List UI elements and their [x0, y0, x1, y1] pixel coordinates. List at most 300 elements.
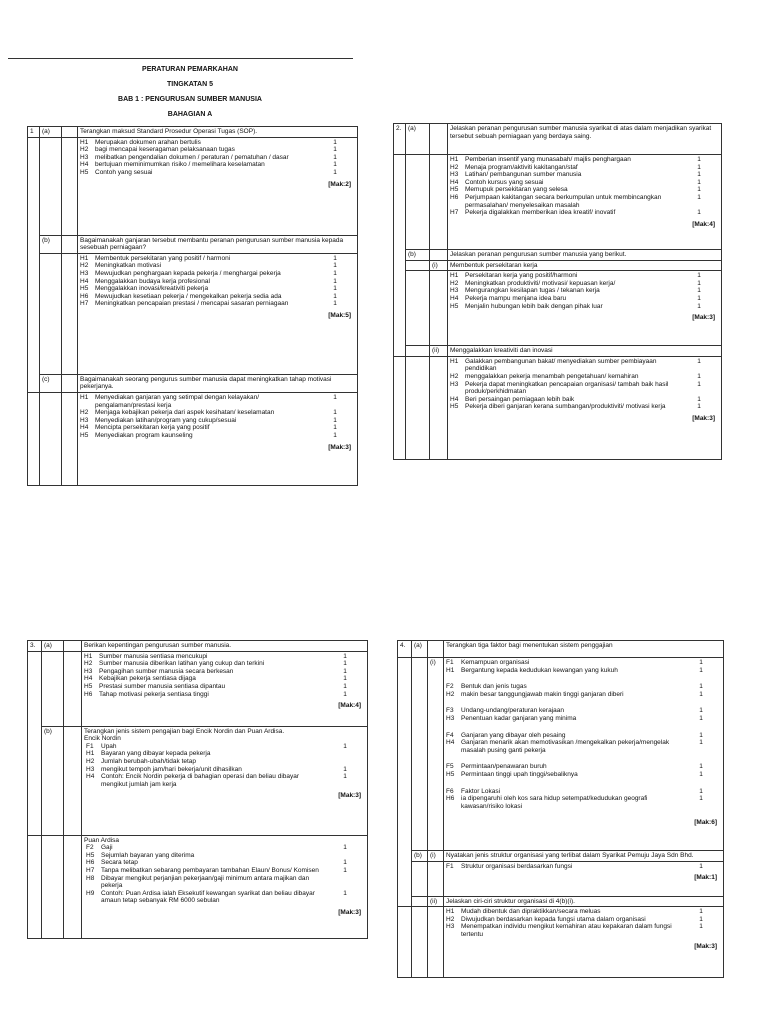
factor-group	[446, 731, 721, 755]
part-label: (a)	[40, 127, 62, 138]
answer-item	[80, 262, 355, 270]
question-text: Jelaskan ciri-ciri struktur organisasi di 4(b)(i).	[444, 896, 724, 907]
item-mark: 1	[699, 787, 703, 795]
max-marks: [Mak:6]	[694, 819, 717, 827]
item-code: H1	[446, 666, 455, 674]
item-mark: 1	[699, 683, 703, 691]
item-mark: 1	[333, 416, 337, 424]
question-text: Membentuk persekitaran kerja	[448, 260, 722, 271]
item-mark: 1	[343, 682, 347, 690]
answer-item	[450, 193, 719, 209]
item-mark: 1	[697, 279, 701, 287]
item-code: H1	[446, 908, 455, 916]
answer-item	[446, 795, 721, 810]
answer-item	[80, 416, 355, 425]
item-text: Menyediakan ganjaran yang setimpal dengan kelayakan/ pengalaman/prestasi kerja	[95, 393, 260, 409]
answer-block	[448, 271, 722, 346]
item-text: Penentuan kadar ganjaran yang minima	[461, 714, 577, 722]
item-text: Bayaran yang dibayar kepada pekerja	[101, 750, 211, 758]
item-code: H5	[80, 431, 89, 439]
item-mark: 1	[697, 395, 701, 403]
candidate-name: Puan Ardisa	[84, 836, 120, 844]
item-code: H1	[450, 156, 459, 163]
item-text: Gaji	[101, 844, 113, 852]
part-label: (b)	[406, 250, 430, 261]
answer-item	[80, 300, 355, 308]
item-text: Merupakan dokumen arahan bertulis	[95, 138, 201, 146]
answer-item	[80, 146, 355, 154]
answer-item	[450, 357, 719, 373]
item-mark: 1	[699, 707, 703, 715]
answer-item	[450, 294, 719, 303]
item-mark: 1	[697, 163, 701, 171]
item-mark: 1	[697, 186, 701, 194]
answer-item	[80, 424, 355, 432]
answer-item	[84, 660, 365, 668]
item-code: H3	[446, 923, 455, 931]
answer-item	[86, 765, 365, 774]
answer-item	[80, 269, 355, 278]
answer-item	[450, 156, 719, 164]
item-text: Mencipta persekitaran kerja yang positif	[95, 424, 210, 432]
answer-item	[450, 209, 719, 217]
item-text: Menyediakan latihan/program yang cukup/sesuai	[95, 416, 237, 424]
answer-item	[86, 866, 365, 875]
item-code: H5	[80, 168, 89, 176]
item-mark: 1	[333, 161, 337, 169]
answer-item	[86, 773, 365, 788]
question-text: Bagaimanakah ganjaran tersebut membantu peranan pengurusan sumber manusia kepada sesebuah perniagaan?	[78, 235, 358, 253]
item-text: Prestasi sumber manusia sentiasa dipantau	[99, 682, 226, 690]
item-text: melibatkan pengendalian dokumen / peraturan / pematuhan / dasar	[95, 153, 289, 161]
item-code: H4	[80, 424, 89, 432]
item-mark: 1	[699, 714, 703, 722]
item-mark: 1	[333, 277, 337, 285]
item-text: Ganjaran menarik akan memotivasikan /mengekalkan pekerja/mengelak masalah pusing ganti pekerja	[461, 739, 670, 754]
item-code: H5	[446, 770, 455, 778]
max-marks: [Mak:3]	[692, 314, 715, 322]
item-mark: 1	[333, 254, 337, 262]
factor-group	[446, 787, 721, 811]
part-label: (b)	[40, 235, 62, 253]
answer-block	[78, 137, 358, 235]
item-text: Mewujudkan kesetiaan pekerja / mengekalkan pekerja sedia ada	[95, 292, 282, 300]
item-text: Membentuk persekitaran yang positif / harmoni	[95, 254, 231, 262]
item-mark: 1	[343, 667, 347, 675]
answer-item	[86, 851, 365, 860]
item-mark: 1	[343, 652, 347, 660]
max-marks: [Mak:1]	[694, 874, 717, 882]
item-mark: 1	[697, 178, 701, 186]
answer-item	[450, 287, 719, 295]
form-level: TINGKATAN 5	[166, 81, 214, 88]
item-text: mengikut tempoh jam/hari bekerja/unit dihasilkan	[101, 765, 242, 773]
item-text: Kebajikan pekerja sentiasa dijaga	[99, 675, 196, 683]
answer-item	[84, 675, 365, 683]
item-code: H4	[450, 294, 459, 302]
factor-group	[446, 707, 721, 722]
answer-item	[450, 163, 719, 172]
item-mark: 1	[699, 739, 703, 747]
item-mark: 1	[699, 923, 703, 931]
item-text: Menggalakkan inovasi/kreativiti pekerja	[95, 285, 209, 293]
answer-item	[446, 763, 721, 771]
item-code: H5	[450, 403, 459, 411]
item-text: Persekitaran kerja yang positif/harmoni	[465, 272, 578, 280]
answer-block	[444, 907, 724, 978]
item-text: makin besar tanggungjawab makin tinggi ganjaran diberi	[461, 690, 624, 698]
sub-part-label: (i)	[428, 658, 444, 851]
item-mark	[325, 758, 365, 766]
item-code: H1	[450, 357, 459, 365]
item-text: Sejumlah bayaran yang diterima	[101, 851, 195, 859]
answer-item	[450, 178, 719, 187]
item-mark: 1	[699, 666, 703, 674]
item-text: Tahap motivasi pekerja sentiasa tinggi	[99, 690, 209, 698]
item-text: Pekerja mampu menjana idea baru	[465, 294, 567, 302]
item-code: F4	[446, 731, 454, 739]
item-code: H4	[84, 675, 93, 683]
item-code: H6	[84, 690, 93, 698]
item-code: H2	[446, 915, 455, 923]
item-code: F1	[86, 742, 94, 750]
item-text: Dibayar mengikut perjanjian pekerjaan/gaji minimum antara majikan dan pekerja	[101, 874, 310, 890]
answer-item	[450, 372, 719, 381]
item-text: Latihan/ pembangunan sumber manusia	[465, 171, 582, 179]
item-mark: 1	[699, 659, 703, 666]
item-mark: 1	[697, 302, 701, 310]
item-code: H2	[84, 660, 93, 668]
doc-title: PERATURAN PEMARKAHAN	[142, 66, 238, 73]
item-mark: 1	[697, 372, 701, 380]
item-text: Diwujudkan berdasarkan kepada fungsi utama dalam organisasi	[461, 915, 646, 923]
item-code: H3	[80, 153, 89, 161]
item-text: Contoh: Encik Nordin pekerja di bahagian operasi dan beliau dibayar mengikut jumlah jam kerja	[101, 773, 300, 788]
max-marks: [Mak:4]	[338, 702, 362, 710]
item-text: Bentuk dan jenis tugas	[461, 683, 527, 691]
item-code: H1	[80, 254, 89, 262]
item-mark: 1	[697, 287, 701, 295]
item-text: Mengurangkan kesilapan tugas / tekanan kerja	[465, 287, 600, 295]
max-marks: [Mak:3]	[338, 792, 362, 800]
answer-item	[84, 652, 365, 661]
max-marks: [Mak:3]	[338, 908, 362, 916]
item-text: Menjaga kebajikan pekerja dari aspek kesihatan/ keselamatan	[95, 409, 275, 417]
item-mark: 1	[697, 403, 701, 411]
item-mark: 1	[343, 844, 347, 852]
answer-item	[86, 874, 365, 890]
item-code: H2	[450, 372, 459, 380]
answer-block	[82, 651, 368, 726]
answer-item	[80, 393, 355, 409]
item-code: H6	[450, 193, 459, 201]
item-code: H4	[80, 277, 89, 285]
item-text: bagi mencapai keseragaman pelaksanaan tugas	[95, 146, 235, 154]
item-code: H2	[450, 163, 459, 171]
answer-item	[446, 770, 721, 779]
item-code: H2	[446, 690, 455, 698]
item-code: F3	[446, 707, 454, 715]
answer-item	[84, 667, 365, 676]
item-mark: 1	[343, 859, 347, 867]
item-mark: 1	[699, 908, 703, 916]
answer-item	[86, 750, 365, 758]
item-code: H5	[80, 285, 89, 293]
item-text: Sumber manusia diberikan latihan yang cukup dan terkini	[99, 660, 265, 668]
answer-item	[446, 787, 721, 796]
item-text: Pekerja digalakkan memberikan idea kreatif/ inovatif	[465, 209, 616, 217]
item-mark: 1	[343, 742, 347, 750]
item-text: Ganjaran yang dibayar oleh pesaing	[461, 731, 566, 739]
item-code: H5	[86, 851, 95, 859]
answer-item	[80, 431, 355, 440]
item-mark: 1	[343, 773, 347, 781]
answer-item	[446, 714, 721, 723]
item-code: F2	[86, 844, 94, 852]
item-text: Meningkatkan motivasi	[95, 262, 162, 270]
question-text: Jelaskan peranan pengurusan sumber manusia yang berikut.	[448, 250, 722, 261]
answer-item	[446, 862, 721, 871]
candidate-name: Encik Nordin	[84, 735, 121, 743]
answer-item	[80, 285, 355, 293]
item-mark: 1	[333, 393, 337, 401]
item-mark: 1	[697, 193, 701, 201]
item-code: H6	[86, 859, 95, 867]
answer-block	[448, 356, 722, 459]
item-code: H6	[80, 292, 89, 300]
factor-group	[446, 763, 721, 778]
answer-item	[446, 923, 721, 938]
item-code: F5	[446, 763, 454, 771]
item-mark: 1	[343, 675, 347, 683]
answer-item	[450, 395, 719, 404]
item-mark: 1	[697, 357, 701, 365]
max-marks: [Mak:4]	[692, 220, 715, 228]
item-text: Upah	[101, 742, 117, 750]
item-text: Pemberian insentif yang munasabah/ majlis penghargaan	[465, 156, 631, 163]
question-number: 3.	[28, 641, 42, 652]
question-text: Terangkan tiga faktor bagi menentukan sistem penggajian	[444, 641, 724, 658]
factor-group	[446, 683, 721, 698]
item-text: menggalakkan pekerja menambah pengetahuan/ kemahiran	[465, 372, 639, 380]
item-mark: 1	[333, 262, 337, 270]
item-mark: 1	[699, 770, 703, 778]
item-text: Bergantung kepada kedudukan kewangan yang kukuh	[461, 666, 618, 674]
question-text: Bagaimanakah seorang pengurus sumber manusia dapat meningkatkan tahap motivasi pekerjanya.	[78, 374, 358, 392]
item-code: H5	[450, 302, 459, 310]
part-label: (b)	[42, 726, 64, 835]
answer-item	[80, 138, 355, 147]
item-mark: 1	[697, 294, 701, 302]
answer-item	[80, 277, 355, 286]
answer-item	[446, 683, 721, 691]
item-mark: 1	[333, 300, 337, 308]
item-code: H5	[450, 186, 459, 194]
answer-item	[450, 171, 719, 179]
item-text: Mewujudkan penghargaan kepada pekerja / menghargai pekerja	[95, 269, 281, 277]
item-text: Sumber manusia sentiasa mencukupi	[99, 652, 208, 660]
item-mark: 1	[699, 763, 703, 771]
item-code: F1	[446, 659, 454, 666]
question-text: Terangkan jenis sistem pengajian bagi Encik Nordin dan Puan Ardisa.	[84, 727, 285, 735]
item-text: Menaja program/aktiviti kakitangan/staf	[465, 163, 578, 171]
item-text: Galakkan pembangunan bakat/ menyediakan sumber pembiayaan pendidikan	[465, 357, 657, 373]
sub-part-label: (i)	[428, 851, 444, 862]
item-code: H1	[84, 652, 93, 660]
item-mark: 1	[343, 660, 347, 668]
question-number: 4.	[398, 641, 412, 658]
item-text: Jumlah berubah-ubah/tidak tetap	[101, 757, 197, 765]
item-mark: 1	[343, 690, 347, 698]
item-text: Menggalakkan budaya kerja profesional	[95, 277, 210, 285]
item-code: H4	[86, 773, 95, 781]
sub-part-label: (ii)	[428, 896, 444, 907]
answer-block	[84, 743, 365, 800]
item-mark: 1	[333, 153, 337, 161]
part-label: (a)	[42, 641, 64, 652]
sub-part-label: (i)	[430, 260, 448, 271]
item-mark: 1	[699, 795, 703, 803]
max-marks: [Mak:5]	[328, 311, 352, 319]
item-mark: 1	[343, 866, 347, 874]
answer-block	[444, 861, 724, 896]
item-mark	[325, 852, 365, 860]
item-code: H3	[450, 287, 459, 295]
item-code: H1	[80, 393, 89, 401]
item-code: H3	[86, 765, 95, 773]
answer-item	[86, 844, 365, 852]
item-mark: 1	[333, 138, 337, 146]
answer-item	[450, 272, 719, 280]
item-mark: 1	[333, 292, 337, 300]
question-text: Jelaskan peranan pengurusan sumber manusia syarikat di atas dalam menjadikan syarikat tersebut sebuah perniagaan yang berdaya saing.	[448, 124, 722, 155]
item-code: F1	[446, 862, 454, 870]
max-marks: [Mak:3]	[328, 443, 352, 451]
answer-item	[446, 731, 721, 740]
item-code: H3	[80, 416, 89, 424]
question-2-table	[393, 123, 722, 460]
max-marks: [Mak:3]	[694, 942, 717, 950]
section-title: BAHAGIAN A	[167, 111, 213, 118]
answer-item	[84, 690, 365, 699]
answer-item	[446, 915, 721, 924]
answer-item	[446, 707, 721, 715]
answer-item	[80, 254, 355, 263]
item-text: Meningkatkan pencapaian prestasi / mencapai sasaran perniagaan	[95, 300, 289, 308]
answer-block	[78, 253, 358, 374]
item-text: Beri persaingan perniagaan lebih baik	[465, 395, 575, 403]
item-mark: 1	[697, 380, 701, 388]
item-text: Pekerja dapat meningkatkan pencapaian organisasi/ tambah baik hasil produk/perkhidmatan	[465, 380, 669, 396]
answer-item	[450, 186, 719, 194]
answer-block	[78, 392, 358, 485]
answer-block	[444, 658, 724, 851]
item-text: Memupuk persekitaran yang selesa	[465, 186, 568, 194]
answer-item	[80, 409, 355, 417]
item-text: Tanpa melibatkan sebarang pembayaran tambahan Elaun/ Bonus/ Komisen	[101, 866, 319, 874]
answer-item	[446, 908, 721, 916]
item-code: H3	[450, 171, 459, 179]
question-number: 1	[28, 127, 40, 138]
part-label: (a)	[412, 641, 428, 658]
question-number: 2.	[394, 124, 406, 155]
item-text: Permintaan/penawaran buruh	[461, 763, 547, 771]
item-mark: 1	[699, 731, 703, 739]
answer-item	[80, 161, 355, 169]
item-code: H4	[80, 161, 89, 169]
item-code: H3	[84, 667, 93, 675]
sub-part-label: (ii)	[430, 346, 448, 357]
item-text: Menempatkan individu mengikut kemahiran atau kepakaran dalam fungsi tertentu	[461, 923, 672, 938]
item-code: H5	[84, 682, 93, 690]
item-mark: 1	[333, 424, 337, 432]
item-code: H3	[446, 714, 455, 722]
item-mark	[325, 875, 365, 890]
item-code: H8	[86, 874, 95, 882]
item-text: Faktor Lokasi	[461, 787, 501, 795]
item-text: Menyediakan program kaunseling	[95, 431, 193, 439]
answer-item	[80, 168, 355, 177]
item-mark: 1	[699, 915, 703, 923]
item-text: Pekerja diberi ganjaran kerana sumbangan/produktiviti/ motivasi kerja	[465, 403, 666, 411]
item-code: F6	[446, 787, 454, 795]
item-text: Kemampuan organisasi	[461, 659, 530, 666]
item-text: Contoh kursus yang sesuai	[465, 178, 544, 186]
item-code: H1	[86, 750, 95, 758]
item-mark: 1	[333, 168, 337, 176]
item-mark: 1	[333, 146, 337, 154]
answer-item	[446, 690, 721, 699]
item-code: H4	[446, 739, 455, 747]
item-mark: 1	[333, 269, 337, 277]
item-mark: 1	[333, 409, 337, 417]
answer-item	[446, 739, 721, 754]
answer-block	[448, 155, 722, 250]
item-text: bertujuan meminimumkan risiko / memelihara keselamatan	[95, 161, 265, 169]
part-label: (a)	[406, 124, 430, 155]
item-code: H1	[450, 272, 459, 280]
item-code: H1	[80, 138, 89, 146]
answer-item	[450, 302, 719, 311]
answer-item	[446, 666, 721, 675]
item-mark: 1	[333, 285, 337, 293]
item-mark: 1	[697, 209, 701, 217]
item-code: H7	[86, 866, 95, 874]
item-mark: 1	[697, 272, 701, 280]
answer-block	[84, 844, 365, 916]
item-mark: 1	[699, 862, 703, 870]
answer-item	[86, 742, 365, 751]
answer-item	[450, 403, 719, 411]
item-code: H4	[450, 178, 459, 186]
answer-item	[84, 682, 365, 691]
item-text: ia dipengaruhi oleh kos sara hidup setempat/kedudukan geografi kawasan/risiko lokasi	[461, 795, 648, 810]
part-label: (c)	[40, 374, 62, 392]
item-mark: 1	[697, 171, 701, 179]
item-text: Permintaan tinggi upah tinggi/sebaliknya	[461, 770, 578, 778]
answer-item	[80, 292, 355, 301]
item-text: Struktur organisasi berdasarkan fungsi	[461, 862, 573, 870]
max-marks: [Mak:3]	[692, 414, 715, 422]
question-4-table	[397, 640, 724, 978]
chapter-title: BAB 1 : PENGURUSAN SUMBER MANUSIA	[118, 96, 262, 103]
item-code: H7	[450, 209, 459, 217]
factor-group	[446, 659, 721, 674]
question-3-table	[27, 640, 368, 939]
item-mark: 1	[699, 690, 703, 698]
item-mark: 1	[343, 765, 347, 773]
item-text: Undang-undang/peraturan kerajaan	[461, 707, 564, 715]
